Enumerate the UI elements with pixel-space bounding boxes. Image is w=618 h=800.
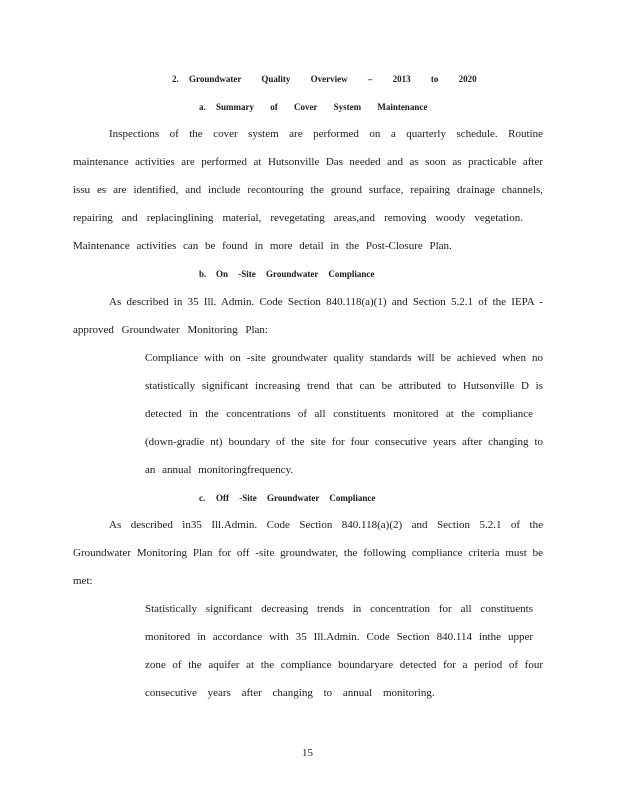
bullet-c-line: Statistically significant decreasing trends in concentration for all constituents (145, 603, 533, 615)
bullet-b-line: detected in the concentrations of all constituents monitored at the compliance (145, 408, 533, 420)
paragraph-a-line: Maintenance activities can be found in more detail in the Post-Closure Plan. (73, 240, 452, 252)
subsection-b-letter: b. (199, 269, 207, 279)
paragraph-c-line: Groundwater Monitoring Plan for off -site groundwater, the following compliance criteria must be (73, 547, 543, 559)
paragraph-a-line: maintenance activities are performed at Hutsonville Das needed and as soon as practicable after (73, 156, 543, 168)
subsection-c-letter: c. (199, 493, 206, 503)
bullet-c-line: consecutive years after changing to annual monitoring. (145, 687, 435, 699)
subsection-a-letter: a. (199, 102, 206, 112)
bullet-b-line: (down-gradie nt) boundary of the site for four consecutive years after changing to (145, 436, 543, 448)
section-number: 2. (172, 74, 179, 84)
paragraph-c-line: As described in35 Ill.Admin. Code Section 840.118(a)(2) and Section 5.2.1 of the (109, 519, 543, 531)
page-number: 15 (302, 747, 313, 759)
paragraph-a-line: Inspections of the cover system are performed on a quarterly schedule. Routine (109, 128, 543, 140)
paragraph-a-line: issu es are identified, and include recontouring the ground surface, repairing drainage channels, (73, 184, 543, 196)
subsection-b-heading: On -Site Groundwater Compliance (216, 269, 375, 279)
paragraph-a-line: repairing and replacinglining material, revegetating areas,and removing woody vegetation. (73, 212, 523, 224)
subsection-c-heading: Off -Site Groundwater Compliance (216, 493, 376, 503)
bullet-b-line: statistically significant increasing trend that can be attributed to Hutsonville D is (145, 380, 543, 392)
bullet-c-line: zone of the aquifer at the compliance boundaryare detected for a period of four (145, 659, 543, 671)
paragraph-b-line: approved Groundwater Monitoring Plan: (73, 324, 268, 336)
paragraph-b-line: As described in 35 Ill. Admin. Code Section 840.118(a)(1) and Section 5.2.1 of the IEPA - (109, 296, 543, 308)
subsection-a-heading: Summary of Cover System Maintenance (216, 102, 428, 112)
paragraph-c-line: met: (73, 575, 93, 587)
bullet-b-line: an annual monitoringfrequency. (145, 464, 294, 476)
section-heading: Groundwater Quality Overview – 2013 to 2020 (189, 74, 477, 84)
bullet-b-line: Compliance with on -site groundwater quality standards will be achieved when no (145, 352, 543, 364)
bullet-c-line: monitored in accordance with 35 Ill.Admin. Code Section 840.114 inthe upper (145, 631, 533, 643)
